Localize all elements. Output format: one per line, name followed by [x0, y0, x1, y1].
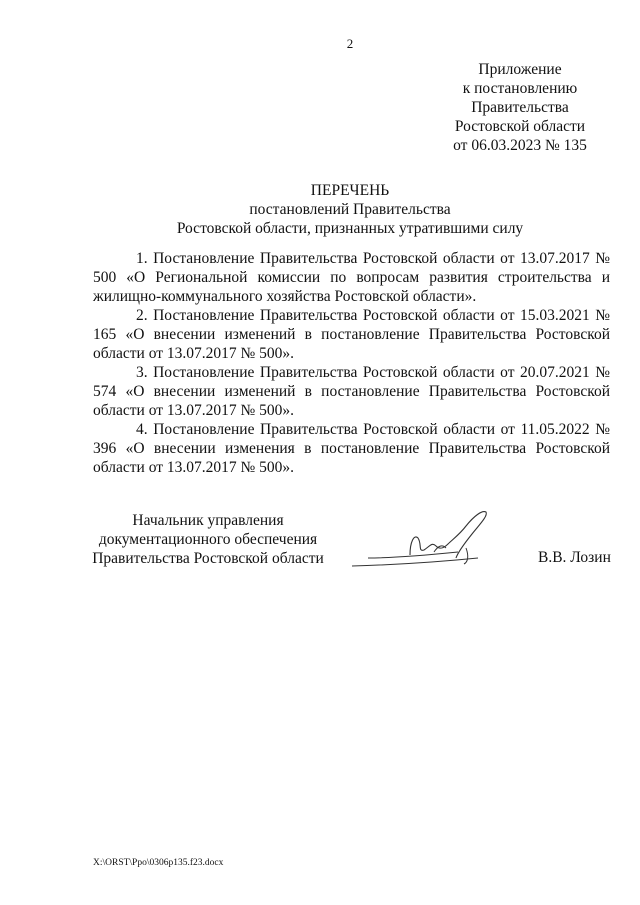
- appendix-line: от 06.03.2023 № 135: [453, 137, 587, 154]
- list-item: 4. Постановление Правительства Ростовской области от 11.05.2022 № 396 «О внесении изменения в постановление Правительства Ростовской области от 13.07.2017 № 500».: [93, 421, 610, 476]
- list-item: 1. Постановление Правительства Ростовской области от 13.07.2017 № 500 «О Региональной комиссии по вопросам развития строительства и жилищно-коммунального хозяйства Ростовской области».: [93, 250, 610, 305]
- signatory-position: [88, 511, 328, 568]
- position-line: документационного обеспечения: [98, 531, 318, 548]
- title-subtitle: постановлений Правительства: [249, 201, 451, 218]
- file-path: X:\ORST\Ppo\0306p135.f23.docx: [93, 858, 224, 868]
- document-title: [80, 181, 620, 238]
- title-heading: ПЕРЕЧЕНЬ: [310, 182, 390, 199]
- appendix-block: [440, 60, 600, 155]
- signatory-name: В.В. Лозин: [538, 549, 611, 566]
- title-subtitle: Ростовской области, признанных утратившими силу: [176, 220, 524, 237]
- appendix-line: Правительства: [471, 99, 569, 116]
- position-line: Правительства Ростовской области: [92, 550, 324, 567]
- handwritten-signature: [348, 506, 508, 576]
- page-number: 2: [346, 36, 354, 51]
- resolution-list: [93, 249, 610, 477]
- list-item: 2. Постановление Правительства Ростовской области от 15.03.2021 № 165 «О внесении изменений в постановление Правительства Ростовской области от 13.07.2017 № 500».: [93, 307, 610, 362]
- appendix-line: к постановлению: [462, 80, 578, 97]
- list-item: 3. Постановление Правительства Ростовской области от 20.07.2021 № 574 «О внесении изменений в постановление Правительства Ростовской области от 13.07.2017 № 500».: [93, 364, 610, 419]
- appendix-line: Приложение: [478, 61, 562, 78]
- appendix-line: Ростовской области: [454, 118, 586, 135]
- position-line: Начальник управления: [132, 512, 284, 529]
